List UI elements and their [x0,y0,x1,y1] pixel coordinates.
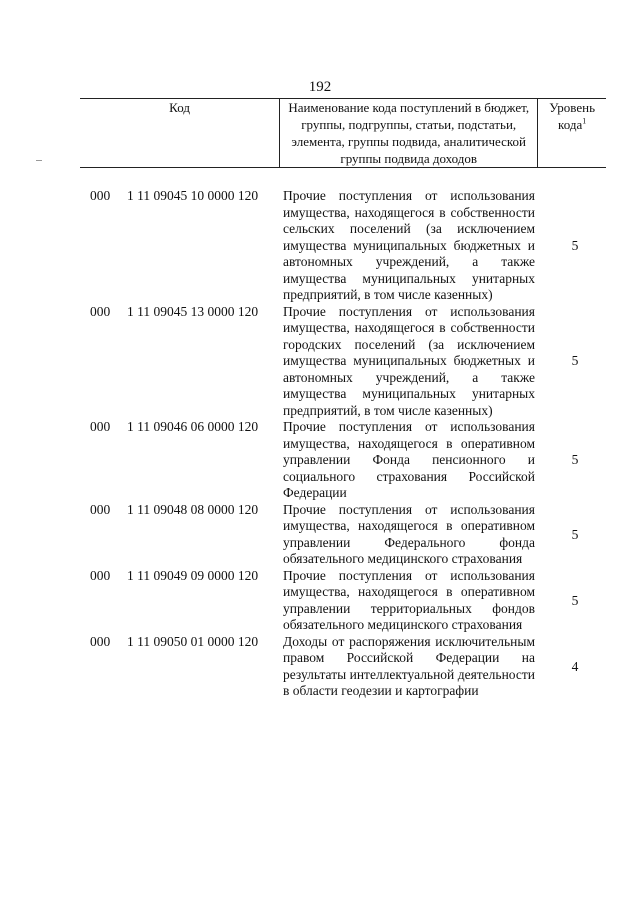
table-row [0,502,640,568]
code-rows [0,188,640,700]
table-row [0,304,640,420]
code-level: 5 [571,526,579,542]
header-name-label: Наименование кода поступлений в бюджет, группы, подгруппы, статьи, подстатьи, элемента, группы подвида, аналитической группы подвида доходов [288,100,530,166]
scan-mark [36,160,42,161]
revenue-code: 1 11 09046 06 0000 120 [127,419,259,434]
revenue-name: Прочие поступления от использования имущества, находящегося в оперативном управлении территориальных фондов обязательного медицинского страхования [283,567,535,632]
revenue-code: 1 11 09048 08 0000 120 [127,501,259,517]
revenue-code: 1 11 09045 13 0000 120 [127,303,259,319]
code-level: 5 [571,353,579,369]
revenue-name: Прочие поступления от использования имущества, находящегося в оперативном управлении Федерального фонда обязательного медицинского страхования [283,501,535,566]
revenue-name: Прочие поступления от использования имущества, находящегося в собственности сельских поселений (за исключением имущества муниципальных бюджетных и автономных учреждений, а также имущества муниципальных унитарных предприятий, в том числе казенных) [283,188,535,302]
revenue-name: Прочие поступления от использования имущества, находящегося в оперативном управлении Фонда пенсионного и социального страхования Российской Федерации [283,419,535,500]
table-header [80,98,606,168]
page-number: 192 [308,79,332,95]
admin-code: 000 [90,188,111,203]
header-level-label: Уровень кода [549,100,596,132]
code-level: 5 [571,592,579,608]
revenue-code: 1 11 09049 09 0000 120 [127,567,259,583]
table-row [0,634,640,700]
revenue-name: Прочие поступления от использования имущества, находящегося в собственности городских поселений (за исключением имущества муниципальных бюджетных и автономных учреждений, а также имущества муниципальных унитарных предприятий, в том числе казенных) [283,303,535,418]
header-level [538,99,606,168]
header-name [280,99,538,168]
admin-code: 000 [90,419,111,434]
revenue-name: Доходы от распоряжения исключительным правом Российской Федерации на результаты интеллектуальной деятельности в области геодезии и картографии [283,633,535,698]
revenue-code: 1 11 09045 10 0000 120 [127,188,259,203]
admin-code: 000 [90,303,111,319]
table-row [0,188,640,304]
admin-code: 000 [90,501,111,517]
admin-code: 000 [90,633,111,649]
table-row [0,568,640,634]
code-level: 4 [571,658,579,674]
header-code-label: Код [169,100,190,115]
table-row [0,419,640,502]
header-code [80,99,280,168]
revenue-code: 1 11 09050 01 0000 120 [127,633,259,649]
admin-code: 000 [90,567,111,583]
footnote-marker: 1 [582,116,587,126]
code-level: 5 [571,237,579,253]
code-level: 5 [571,452,579,468]
